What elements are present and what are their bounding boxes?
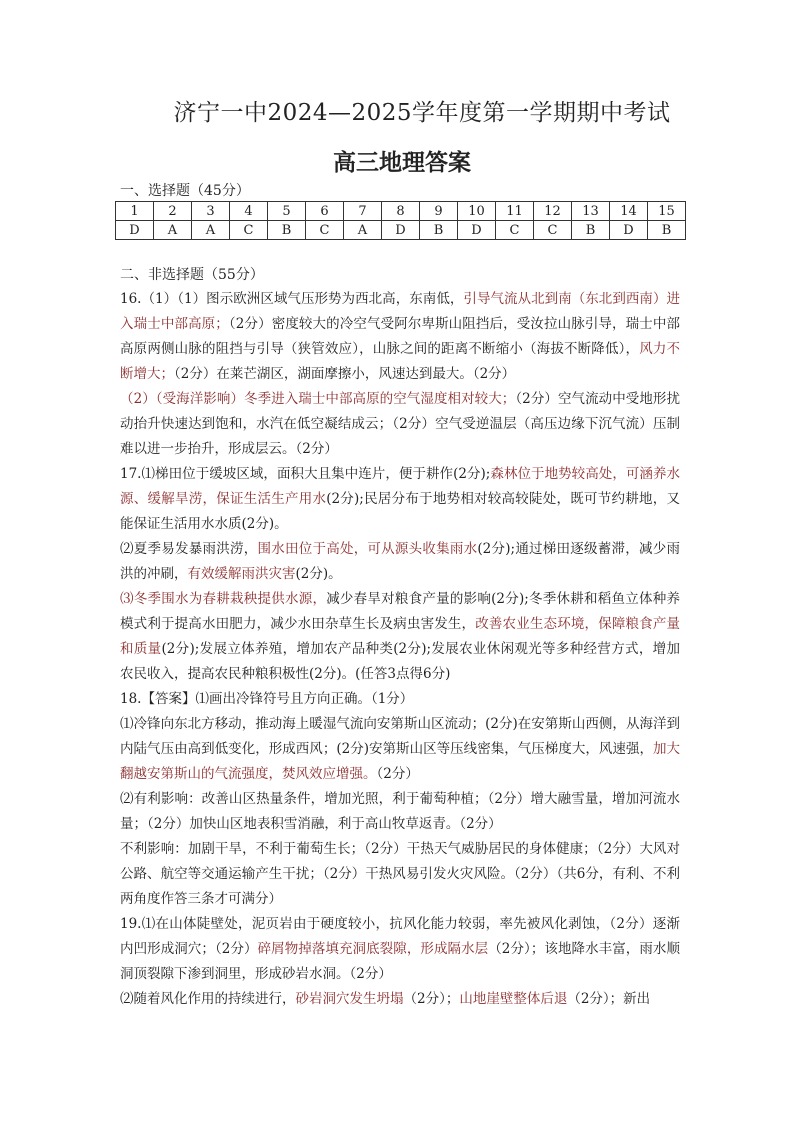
q18-text: 18.【答案】⑴画出冷锋符号且方向正确。（1分） <box>120 691 414 707</box>
q18-text: （2分） <box>376 766 419 782</box>
q16-highlight: 风力不断增大； <box>120 341 681 382</box>
q17-text: 减少春旱对粮食产量的影响(2分);冬季休耕和稻鱼立体种养模式利于提高水田肥力，减少水田杂草生长及病虫害发生， <box>120 591 681 632</box>
question-number-cell: 3 <box>192 202 230 221</box>
q19-text: （2分）；新出 <box>567 991 651 1007</box>
answer-cell: B <box>268 221 306 240</box>
q16-text: 16.（1）（1）图示欧洲区域气压形势为西北高，东南低， <box>120 291 464 307</box>
question-17-part-1 <box>120 462 680 537</box>
question-number-cell: 4 <box>230 202 268 221</box>
question-number-cell: 14 <box>610 202 648 221</box>
question-number-cell: 9 <box>420 202 458 221</box>
answer-table <box>115 201 686 240</box>
question-number-cell: 15 <box>648 202 686 221</box>
answer-cell: C <box>534 221 572 240</box>
question-number-cell: 8 <box>382 202 420 221</box>
question-16-part-1 <box>120 287 680 387</box>
q16-highlight: 引导气流从北到南（东北到西南）进入瑞士中部高原； <box>120 291 681 332</box>
q16-highlight: （2）（受海洋影响）冬季进入瑞士中部高原的空气湿度相对较大； <box>120 391 516 407</box>
question-number-cell: 6 <box>306 202 344 221</box>
question-19-part-1 <box>120 912 680 987</box>
q17-highlight: 围水田位于高处，可从源头收集雨水 <box>257 541 478 557</box>
page-title: 济宁一中2024—2025学年度第一学期期中考试 <box>173 100 671 126</box>
q17-text: ⑵夏季易发暴雨洪涝， <box>120 541 258 557</box>
answer-cell: C <box>230 221 268 240</box>
question-number-cell: 10 <box>458 202 496 221</box>
section2-heading: 二、非选择题（55分） <box>120 267 264 283</box>
question-number-cell: 1 <box>116 202 154 221</box>
answer-table-answer-row <box>116 221 686 240</box>
q17-highlight: ⑶冬季围水为春耕栽秧提供水源， <box>120 591 327 607</box>
q19-text: 19.⑴在山体陡壁处，泥页岩由于硬度较小，抗风化能力较弱，率先被风化剥蚀，（2分）逐渐内凹形成洞穴；（2分） <box>120 916 680 957</box>
question-number-cell: 5 <box>268 202 306 221</box>
question-17-part-2 <box>120 537 680 587</box>
q17-highlight: 改善农业生态环境，保障粮食产量和质量 <box>120 616 681 657</box>
q18-text: ⑴冷锋向东北方移动，推动海上暖湿气流向安第斯山区流动； <box>120 716 486 732</box>
answer-cell: A <box>154 221 192 240</box>
answer-cell: D <box>458 221 496 240</box>
q18-text: （2分）增大融雪量，增加河流水量；（2分）加快山区地表积雪消融，利于高山牧草返青。（2分） <box>120 791 680 832</box>
question-19-part-2 <box>120 987 680 1012</box>
q17-text: (2分);通过梯田逐级蓄滞，减少雨洪的冲刷， <box>120 541 681 582</box>
answer-cell: B <box>648 221 686 240</box>
q19-text: （2分）；该地降水丰富，雨水顺洞顶裂隙下渗到洞里，形成砂岩水洞。（2分） <box>120 941 680 982</box>
q16-text: （2分）在莱芒湖区，湖面摩擦小，风速达到最大。 <box>174 366 473 382</box>
answer-cell: B <box>572 221 610 240</box>
q17-highlight: 有效缓解雨洪灾害 <box>187 566 296 582</box>
question-18-part-3 <box>120 837 680 912</box>
answer-content <box>120 287 680 1012</box>
answer-table-number-row <box>116 202 686 221</box>
answer-cell: D <box>610 221 648 240</box>
question-18-part-2 <box>120 787 680 837</box>
q18-text: 不利影响：加剧干旱，不利于葡萄生长；（2分）干热天气威胁居民的身体健康；（2分）大风对公路、航空等交通运输产生干扰；（2分）干热风易引发火灾风险。（2分）（共6分，有利、不利两角度作答三条才可满分） <box>120 841 680 907</box>
q18-text: (2分)在安第斯山西侧，从海洋到内陆气压由高到低变化，形成西风；(2分)安第斯山区等压线密集，气压梯度大，风速强， <box>120 716 681 757</box>
q17-text: (2分)。 <box>295 566 342 582</box>
question-18-header <box>120 687 680 712</box>
q18-highlight: 加大翻越安第斯山的气流强度，焚风效应增强。 <box>120 741 681 782</box>
q19-highlight: 山地崖壁整体后退 <box>459 991 568 1007</box>
q16-text: （2分）空气流动中受地形扰动抬升快速达到饱和，水汽在低空凝结成云；（2分）空气受逆温层（高压边缘下沉气流）压制难以进一步抬升，形成层云。（2分） <box>120 391 680 457</box>
question-number-cell: 12 <box>534 202 572 221</box>
q17-text: (2分);民居分布于地势相对较高较陡处，既可节约耕地，又能保证生活用水水质(2分)。 <box>120 491 681 532</box>
answer-cell: A <box>192 221 230 240</box>
answer-cell: C <box>306 221 344 240</box>
q19-text: ⑵随着风化作用的持续进行， <box>120 991 296 1007</box>
page-subtitle: 高三地理答案 <box>333 149 471 176</box>
q19-highlight: 碎屑物掉落填充洞底裂隙，形成隔水层 <box>257 941 489 957</box>
q16-text: （2分）密度较大的冷空气受阿尔卑斯山阻挡后，受汝拉山脉引导，瑞士中部高原两侧山脉的阻挡与引导（狭管效应），山脉之间的距离不断缩小（海拔不断降低）， <box>120 316 680 357</box>
section1-heading: 一、选择题（45分） <box>120 183 250 199</box>
question-17-part-3 <box>120 587 680 687</box>
answer-cell: C <box>496 221 534 240</box>
q17-text: (2分);发展立体养殖，增加农产品种类(2分);发展农业休闲观光等多种经营方式，增加农民收入，提高农民种粮积极性(2分)。(任答3点得6分) <box>120 641 681 682</box>
q16-text: （2分） <box>472 366 516 382</box>
q19-highlight: 砂岩洞穴发生坍塌 <box>295 991 404 1007</box>
question-number-cell: 2 <box>154 202 192 221</box>
answer-cell: D <box>382 221 420 240</box>
q17-highlight: 森林位于地势较高处，可涵养水源、缓解旱涝，保证生活生产用水 <box>120 466 681 507</box>
question-number-cell: 11 <box>496 202 534 221</box>
question-number-cell: 7 <box>344 202 382 221</box>
question-number-cell: 13 <box>572 202 610 221</box>
answer-cell: D <box>116 221 154 240</box>
question-16-part-2 <box>120 387 680 462</box>
q17-text: 17.⑴梯田位于缓坡区域，面积大且集中连片，便于耕作(2分); <box>120 466 491 482</box>
q18-text: ⑵有利影响：改善山区热量条件，增加光照，利于葡萄种植； <box>120 791 488 807</box>
question-18-part-1 <box>120 712 680 787</box>
answer-cell: B <box>420 221 458 240</box>
q19-text: （2分）； <box>403 991 460 1007</box>
answer-cell: A <box>344 221 382 240</box>
